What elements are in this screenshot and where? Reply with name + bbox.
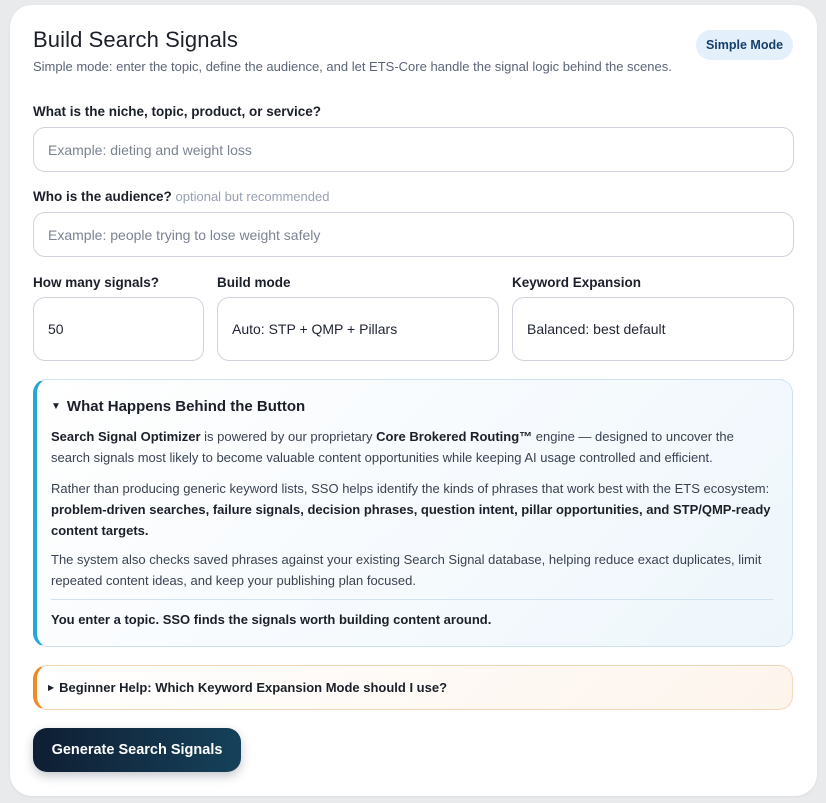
behind-button-panel — [33, 379, 793, 647]
mode-badge: Simple Mode — [696, 30, 793, 60]
behind-button-toggle[interactable] — [51, 398, 305, 415]
info-p2-strong: problem-driven searches, failure signals, decision phrases, question intent, pillar opportunities, and STP/QMP-ready content targets. — [51, 502, 771, 538]
build-mode-select[interactable] — [217, 297, 499, 361]
info-p1-text-a: is powered by our proprietary — [200, 429, 377, 444]
beginner-help-toggle[interactable] — [33, 665, 793, 710]
audience-label-text: Who is the audience? — [33, 189, 172, 204]
build-mode-label: Build mode — [217, 275, 291, 290]
info-summary: You enter a topic. SSO finds the signals worth building content around. — [51, 612, 492, 627]
audience-label — [33, 189, 329, 204]
behind-button-title: What Happens Behind the Button — [66, 398, 306, 415]
topic-input[interactable] — [33, 127, 794, 172]
info-divider — [51, 599, 773, 600]
triangle-down-icon: ▼ — [51, 401, 61, 412]
info-paragraph-1 — [51, 426, 771, 468]
info-paragraph-2 — [51, 478, 771, 541]
build-mode-value: Auto: STP + QMP + Pillars — [232, 321, 398, 337]
info-p1-text-b: engine — designed to uncover the search signals most likely to become valuable content opportunities while keeping AI usage controlled and efficient. — [51, 429, 734, 465]
keyword-expansion-value: Balanced: best default — [527, 321, 666, 337]
keyword-expansion-label: Keyword Expansion — [512, 275, 642, 290]
info-paragraph-3: The system also checks saved phrases against your existing Search Signal database, helping reduce exact duplicates, limit repeated content ideas, and keep your publishing plan focused. — [51, 552, 762, 588]
info-p2-text: Rather than producing generic keyword lists, SSO helps identify the kinds of phrases that work best with the ETS ecosystem: — [51, 481, 770, 496]
audience-input[interactable] — [33, 212, 794, 257]
generate-signals-button[interactable]: Generate Search Signals — [33, 728, 241, 772]
sso-name: Search Signal Optimizer — [51, 429, 201, 444]
build-signals-card — [10, 5, 817, 796]
triangle-right-icon: ▶ — [48, 683, 55, 692]
routing-engine-name: Core Brokered Routing™ — [376, 429, 533, 444]
signals-label: How many signals? — [33, 275, 160, 290]
audience-hint: optional but recommended — [175, 189, 330, 204]
signals-count-input[interactable] — [33, 297, 204, 361]
beginner-help-title: Beginner Help: Which Keyword Expansion Mode should I use? — [59, 680, 448, 695]
page-title: Build Search Signals — [33, 27, 239, 52]
page-subtitle: Simple mode: enter the topic, define the audience, and let ETS-Core handle the signal logic behind the scenes. — [33, 59, 672, 74]
topic-label: What is the niche, topic, product, or service? — [33, 104, 322, 119]
signals-count-value: 50 — [48, 321, 64, 337]
keyword-expansion-select[interactable] — [512, 297, 794, 361]
